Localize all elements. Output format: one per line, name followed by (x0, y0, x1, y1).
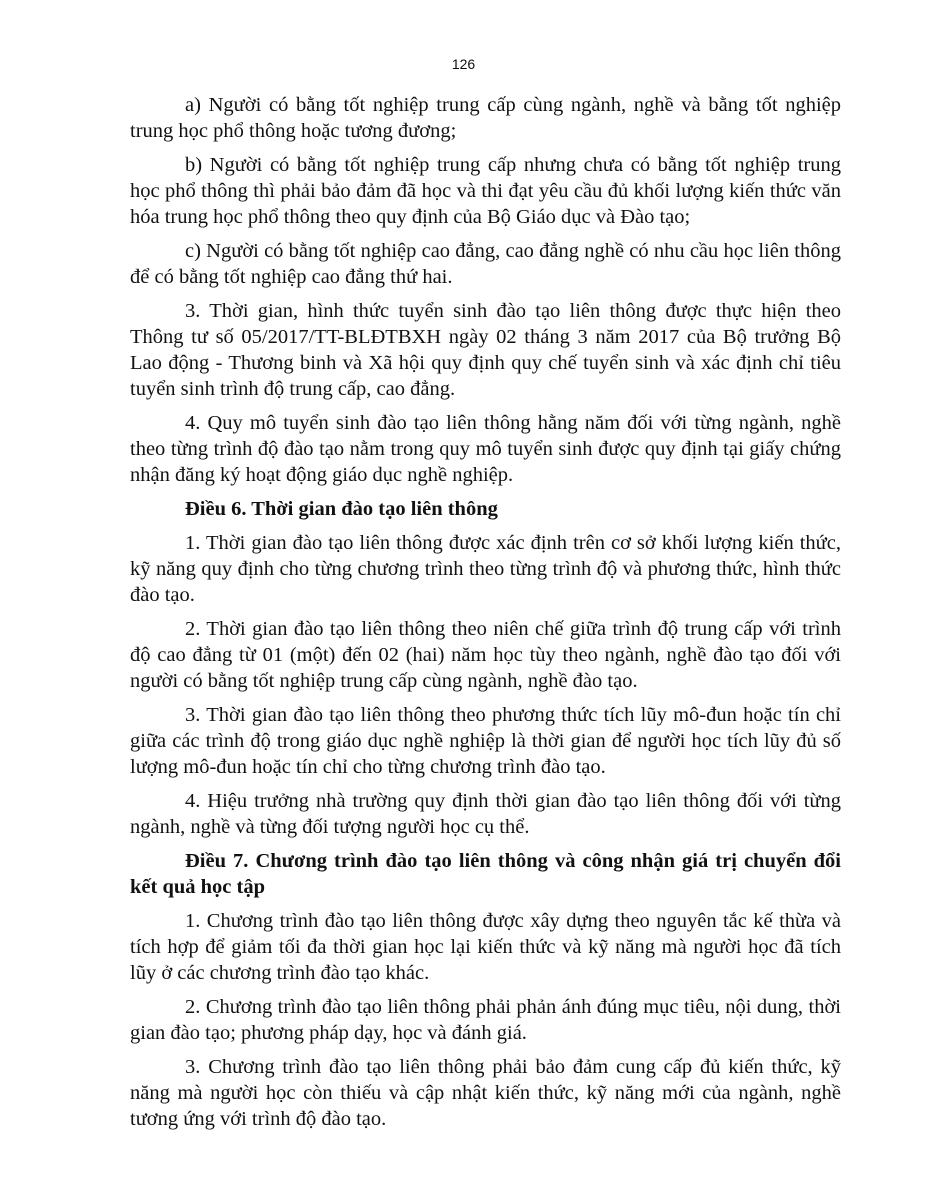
page-number: 126 (451, 56, 476, 72)
article-7-clause-1: 1. Chương trình đào tạo liên thông được xây dựng theo nguyên tắc kế thừa và tích hợp để giảm tối đa thời gian học lại kiến thức và kỹ năng mà người học đã tích lũy ở các chương trình đào tạo khác. (130, 910, 841, 984)
paragraph-a: a) Người có bằng tốt nghiệp trung cấp cùng ngành, nghề và bằng tốt nghiệp trung học phổ thông hoặc tương đương; (130, 94, 841, 142)
article-6-heading: Điều 6. Thời gian đào tạo liên thông (185, 498, 498, 520)
article-6-clause-1: 1. Thời gian đào tạo liên thông được xác định trên cơ sở khối lượng kiến thức, kỹ năng quy định cho từng chương trình theo từng trình độ và phương thức, hình thức đào tạo. (130, 532, 841, 606)
article-7-clause-2: 2. Chương trình đào tạo liên thông phải phản ánh đúng mục tiêu, nội dung, thời gian đào tạo; phương pháp dạy, học và đánh giá. (130, 996, 841, 1044)
paragraph-4: 4. Quy mô tuyển sinh đào tạo liên thông hằng năm đối với từng ngành, nghề theo từng trình độ đào tạo nằm trong quy mô tuyển sinh được quy định tại giấy chứng nhận đăng ký hoạt động giáo dục nghề nghiệp. (130, 412, 841, 486)
article-6-clause-3: 3. Thời gian đào tạo liên thông theo phương thức tích lũy mô-đun hoặc tín chỉ giữa các trình độ trong giáo dục nghề nghiệp là thời gian để người học tích lũy đủ số lượng mô-đun hoặc tín chỉ cho từng chương trình đào tạo. (130, 704, 841, 778)
paragraph-3: 3. Thời gian, hình thức tuyển sinh đào tạo liên thông được thực hiện theo Thông tư số 05/2017/TT-BLĐTBXH ngày 02 tháng 3 năm 2017 của Bộ trưởng Bộ Lao động - Thương binh và Xã hội quy định quy chế tuyển sinh và xác định chỉ tiêu tuyển sinh trình độ trung cấp, cao đẳng. (130, 300, 841, 400)
article-7-heading: Điều 7. Chương trình đào tạo liên thông và công nhận giá trị chuyển đổi kết quả học tập (130, 850, 841, 898)
article-6-clause-2: 2. Thời gian đào tạo liên thông theo niên chế giữa trình độ trung cấp với trình độ cao đẳng từ 01 (một) đến 02 (hai) năm học tùy theo ngành, nghề đào tạo đối với người có bằng tốt nghiệp trung cấp cùng ngành, nghề đào tạo. (130, 618, 841, 692)
document-body (130, 92, 841, 1140)
article-7-clause-3: 3. Chương trình đào tạo liên thông phải bảo đảm cung cấp đủ kiến thức, kỹ năng mà người học còn thiếu và cập nhật kiến thức, kỹ năng mới của ngành, nghề tương ứng với trình độ đào tạo. (130, 1056, 841, 1130)
paragraph-b: b) Người có bằng tốt nghiệp trung cấp nhưng chưa có bằng tốt nghiệp trung học phổ thông thì phải bảo đảm đã học và thi đạt yêu cầu đủ khối lượng kiến thức văn hóa trung học phổ thông theo quy định của Bộ Giáo dục và Đào tạo; (130, 154, 841, 228)
article-6-clause-4: 4. Hiệu trưởng nhà trường quy định thời gian đào tạo liên thông đối với từng ngành, nghề và từng đối tượng người học cụ thể. (130, 790, 841, 838)
paragraph-c: c) Người có bằng tốt nghiệp cao đẳng, cao đẳng nghề có nhu cầu học liên thông để có bằng tốt nghiệp cao đẳng thứ hai. (130, 240, 841, 288)
